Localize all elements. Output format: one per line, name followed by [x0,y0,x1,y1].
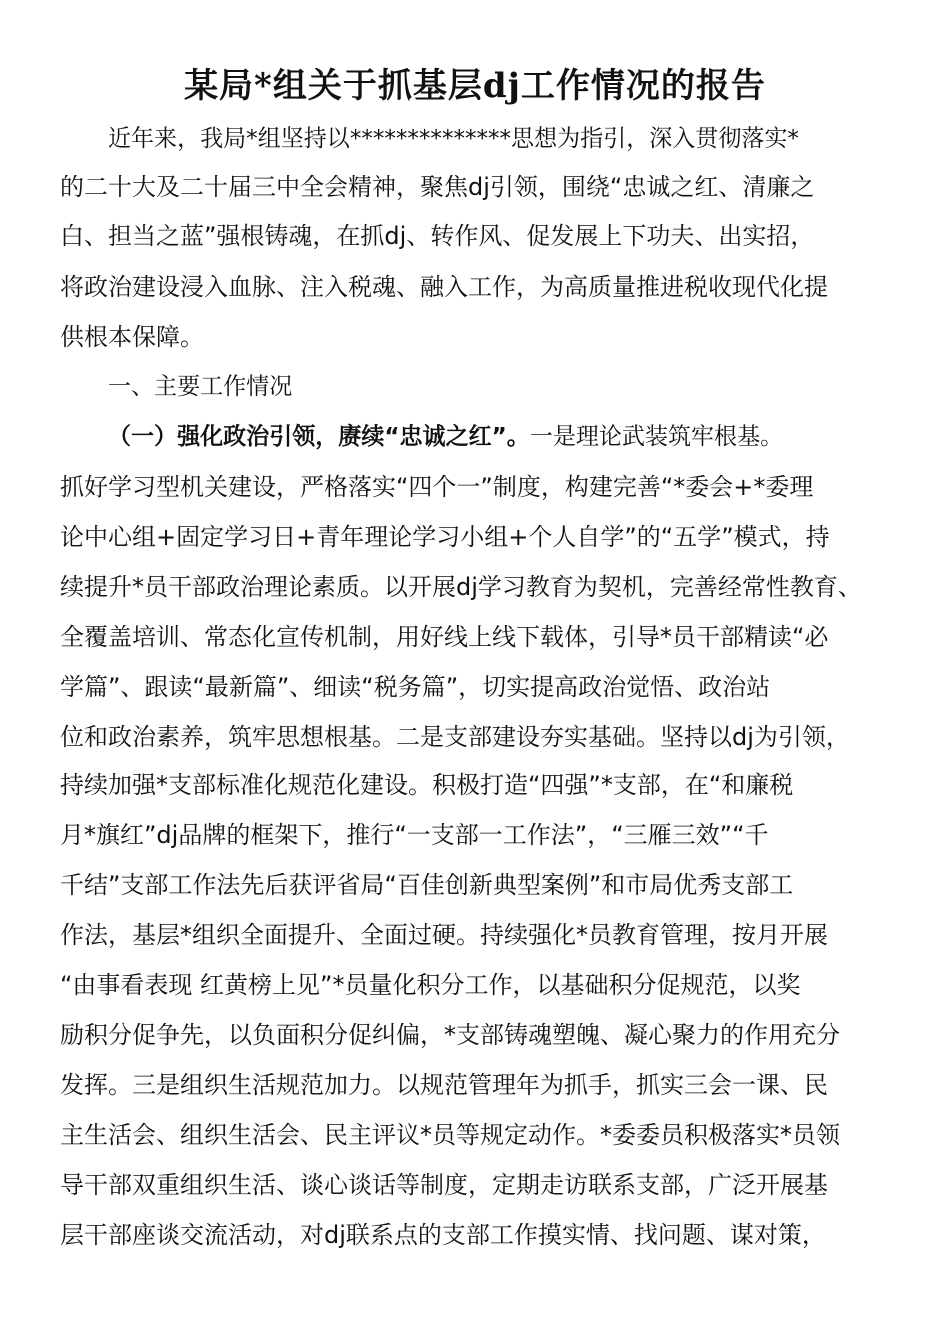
body-line: 千结”支部工作法先后获评省局“百佳创新典型案例”和市局优秀支部工 [60,871,794,899]
intro-line: 将政治建设浸入血脉、注入税魂、融入工作，为高质量推进税收现代化提 [60,273,828,301]
body-line: 位和政治素养，筑牢思想根基。二是支部建设夯实基础。坚持以dj为引领， [60,723,850,751]
section-heading: 一、主要工作情况 [108,374,293,400]
intro-line: 近年来，我局*组坚持以**************思想为指引，深入贯彻落实* [108,126,799,152]
body-line: “由事看表现 红黄榜上见”*员量化积分工作，以基础积分促规范，以奖 [60,971,801,999]
subsection-lead: 一是理论武装筑牢根基。 [529,424,784,450]
body-line: 论中心组+固定学习日+青年理论学习小组+个人自学”的“五学”模式，持 [60,523,830,551]
subsection-heading: （一）强化政治引领，赓续“忠诚之红”。 [108,424,530,450]
body-line: 月*旗红”dj品牌的框架下，推行“一支部一工作法”，“三雁三效”“千 [60,821,769,849]
body-line: 抓好学习型机关建设，严格落实“四个一”制度，构建完善“*委会+*委理 [60,473,814,501]
body-line: 全覆盖培训、常态化宣传机制，用好线上线下载体，引导*员干部精读“必 [60,623,829,651]
intro-line: 供根本保障。 [60,323,204,351]
body-line: 续提升*员干部政治理论素质。以开展dj学习教育为契机，完善经常性教育、 [60,573,862,601]
body-line: 层干部座谈交流活动，对dj联系点的支部工作摸实情、找问题、谋对策， [60,1221,826,1249]
body-line: 学篇”、跟读“最新篇”、细读“税务篇”，切实提高政治觉悟、政治站 [60,673,771,701]
body-line: 发挥。三是组织生活规范加力。以规范管理年为抓手，抓实三会一课、民 [60,1071,828,1099]
intro-line: 白、担当之蓝”强根铸魂，在抓dj、转作风、促发展上下功夫、出实招， [60,222,815,250]
document-title: 某局*组关于抓基层dj工作情况的报告 [184,66,766,106]
body-line: 励积分促争先，以负面积分促纠偏，*支部铸魂塑魄、凝心聚力的作用充分 [60,1021,840,1049]
body-line: 主生活会、组织生活会、民主评议*员等规定动作。*委委员积极落实*员领 [60,1121,840,1149]
intro-line: 的二十大及二十届三中全会精神，聚焦dj引领，围绕“忠诚之红、清廉之 [60,173,815,201]
body-line: 导干部双重组织生活、谈心谈话等制度，定期走访联系支部，广泛开展基 [60,1171,828,1199]
body-line: 持续加强*支部标准化规范化建设。积极打造“四强”*支部，在“和廉税 [60,771,794,799]
subsection-line [108,420,938,454]
body-line: 作法，基层*组织全面提升、全面过硬。持续强化*员教育管理，按月开展 [60,921,828,949]
